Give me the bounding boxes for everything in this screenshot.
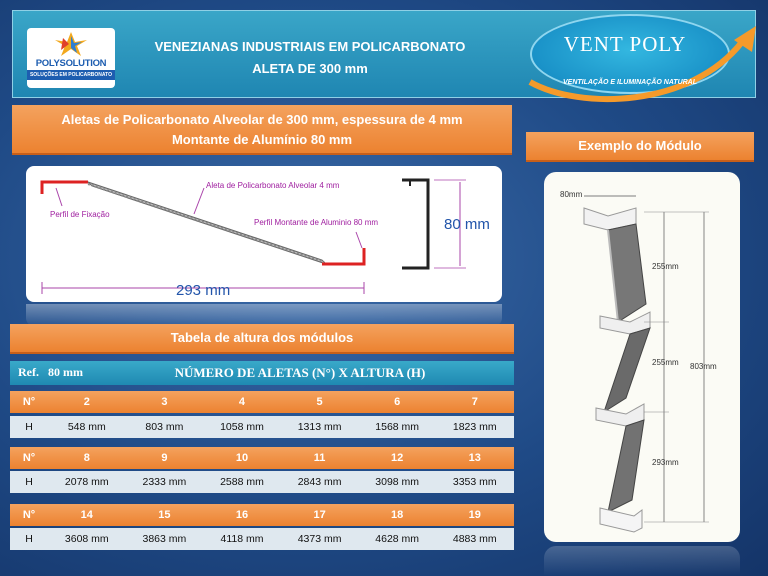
profile-diagram [26,166,502,302]
width-dimension: 293 mm [176,282,231,299]
table-row-h: H 548 mm 803 mm 1058 mm 1313 mm 1568 mm 1823 mm [10,416,514,438]
diagram-reflection [26,304,502,326]
star-logo-icon [51,30,91,58]
height-dimension: 80 mm [444,216,490,233]
spec-line2: Montante de Alumínio 80 mm [171,132,353,147]
post-label: Perfil Montante de Aluminio 80 mm [254,218,379,227]
table-row-n: N° 2 3 4 5 6 7 [10,391,514,413]
table-row-h: H 3608 mm 3863 mm 4118 mm 4373 mm 4628 mm 4883 mm [10,528,514,550]
brand-name: VENT POLY [563,32,687,56]
table-title-bar: Tabela de altura dos módulos [10,324,514,354]
logo-name: POLYSOLUTION [35,58,107,69]
table-heading: NÚMERO DE ALETAS (N°) X ALTURA (H) [174,365,426,380]
polysolution-logo [27,28,115,88]
logo-subtitle: SOLUÇÕES EM POLICARBONATO [27,70,115,80]
blade-label: Aleta de Policarbonato Alveolar 4 mm [206,181,340,190]
table-header [10,361,514,385]
module-seg1-dim: 255mm [652,262,679,271]
fixing-label: Perfil de Fixação [50,210,110,219]
module-reflection [544,546,740,576]
spec-banner [12,105,512,155]
module-drawing [544,172,740,542]
module-illustration [544,172,740,542]
ref-value: 80 mm [48,365,83,379]
table-row-h: H 2078 mm 2333 mm 2588 mm 2843 mm 3098 mm 3353 mm [10,471,514,493]
module-seg3-dim: 293mm [652,458,679,467]
table-row-n: N° 8 9 10 11 12 13 [10,447,514,469]
swoosh-arrow-icon [520,12,766,104]
spec-line1: Aletas de Policarbonato Alveolar de 300 mm, espessura de 4 mm [61,112,463,127]
module-total-dim: 803mm [690,362,717,371]
brand-tagline: VENTILAÇÃO E ILUMINAÇÃO NATURAL [562,79,698,86]
module-seg2-dim: 255mm [652,358,679,367]
ref-label: Ref. 80 mm [18,365,83,379]
module-post-dim: 80mm [560,190,583,199]
table-row-n: N° 14 15 16 17 18 19 [10,504,514,526]
module-title-bar: Exemplo do Módulo [526,132,754,162]
page-title-line1: VENEZIANAS INDUSTRIAIS EM POLICARBONATO [154,39,466,54]
page-title-line2: ALETA DE 300 mm [252,61,368,76]
